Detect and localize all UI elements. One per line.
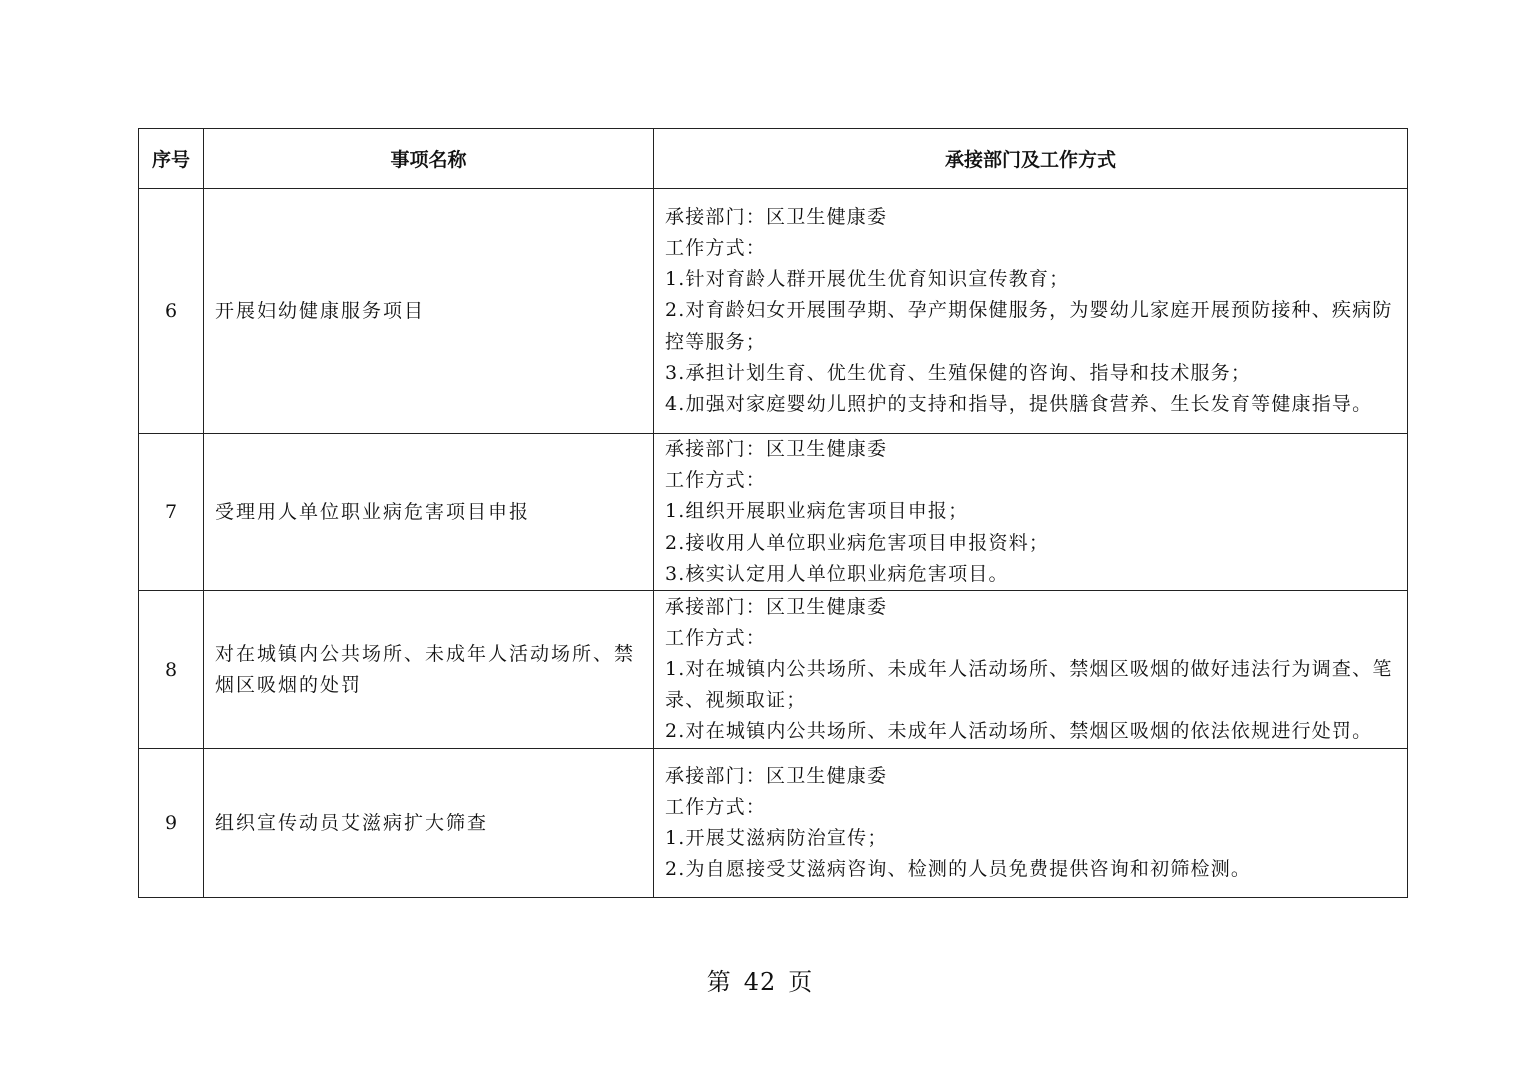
method-label-line: 工作方式： — [665, 236, 767, 259]
header-serial-number: 序号 — [139, 129, 204, 189]
table-header-row — [139, 129, 1408, 189]
header-department-method: 承接部门及工作方式 — [654, 129, 1408, 189]
header-item-name: 事项名称 — [204, 129, 654, 189]
table-row — [139, 189, 1408, 434]
page-number: 42 — [743, 968, 777, 996]
table-row — [139, 749, 1408, 898]
department-method-cell — [654, 749, 1408, 898]
method-step-line: 2.对育龄妇女开展围孕期、孕产期保健服务，为婴幼儿家庭开展预防接种、疾病防控等服务； — [665, 299, 1393, 353]
page-prefix: 第 — [706, 968, 732, 996]
department-method-cell — [654, 434, 1408, 591]
item-name-cell: 开展妇幼健康服务项目 — [204, 189, 654, 434]
department-line: 承接部门：区卫生健康委 — [665, 438, 888, 460]
method-step-line: 3.核实认定用人单位职业病危害项目。 — [665, 562, 1009, 585]
item-name-cell: 受理用人单位职业病危害项目申报 — [204, 434, 654, 591]
serial-number-cell: 9 — [139, 749, 204, 898]
department-line: 承接部门：区卫生健康委 — [665, 764, 888, 787]
serial-number-cell: 7 — [139, 434, 204, 591]
department-method-cell — [654, 189, 1408, 434]
table-row — [139, 591, 1408, 749]
department-line: 承接部门：区卫生健康委 — [665, 205, 888, 228]
method-step-line: 1.针对育龄人群开展优生优育知识宣传教育； — [665, 268, 1070, 291]
method-step-line: 1.对在城镇内公共场所、未成年人活动场所、禁烟区吸烟的做好违法行为调查、笔录、视频取证； — [665, 657, 1393, 712]
method-step-line: 2.接收用人单位职业病危害项目申报资料； — [665, 531, 1050, 554]
item-name-cell: 对在城镇内公共场所、未成年人活动场所、禁烟区吸烟的处罚 — [204, 591, 654, 749]
items-table — [138, 128, 1408, 898]
method-label-line: 工作方式： — [665, 795, 767, 818]
method-step-line: 1.组织开展职业病危害项目申报； — [665, 500, 969, 523]
method-step-line: 4.加强对家庭婴幼儿照护的支持和指导，提供膳食营养、生长发育等健康指导。 — [665, 393, 1373, 415]
department-line: 承接部门：区卫生健康委 — [665, 595, 888, 618]
page-footer — [0, 962, 1520, 997]
page-suffix: 页 — [788, 968, 814, 996]
item-name-cell: 组织宣传动员艾滋病扩大筛查 — [204, 749, 654, 898]
method-step-line: 2.对在城镇内公共场所、未成年人活动场所、禁烟区吸烟的依法依规进行处罚。 — [665, 720, 1373, 743]
serial-number-cell: 8 — [139, 591, 204, 749]
method-step-line: 1.开展艾滋病防治宣传； — [665, 827, 888, 850]
serial-number-cell: 6 — [139, 189, 204, 434]
method-label-line: 工作方式： — [665, 469, 767, 492]
method-step-line: 3.承担计划生育、优生优育、生殖保健的咨询、指导和技术服务； — [665, 361, 1252, 384]
method-step-line: 2.为自愿接受艾滋病咨询、检测的人员免费提供咨询和初筛检测。 — [665, 858, 1252, 881]
department-method-cell — [654, 591, 1408, 749]
method-label-line: 工作方式： — [665, 626, 767, 649]
table-row — [139, 434, 1408, 591]
